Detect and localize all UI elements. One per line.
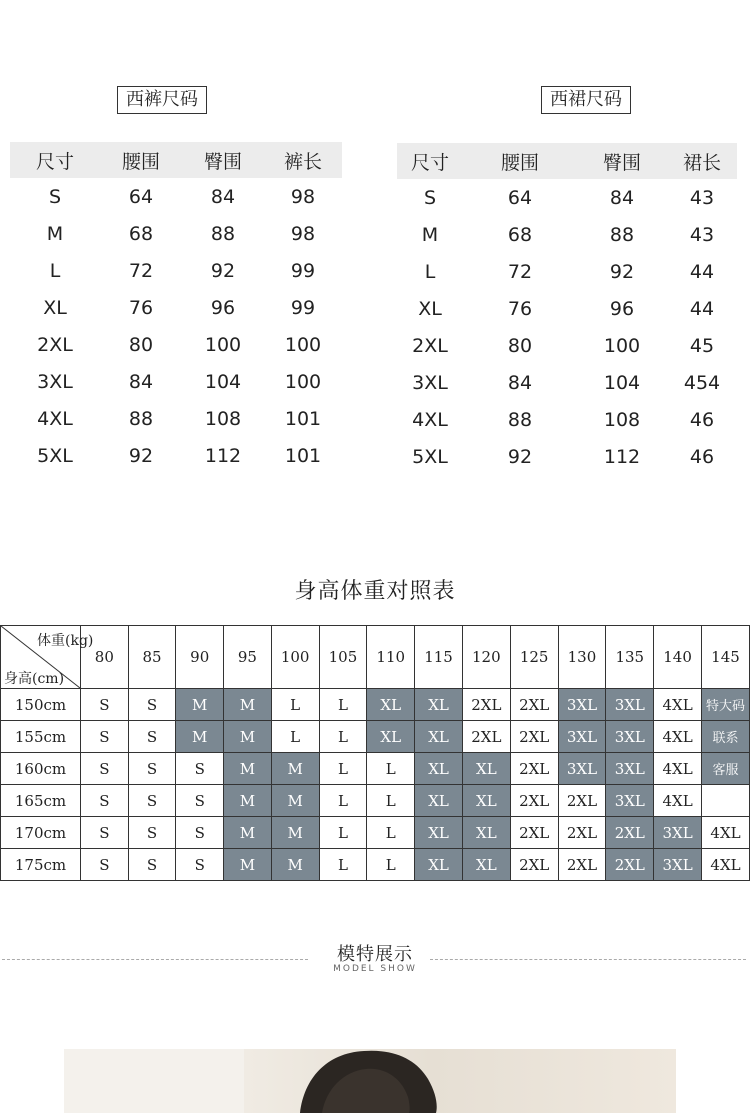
table-cell: 64: [128, 185, 154, 208]
size-cell: 4XL: [654, 689, 702, 721]
table-cell: 101: [284, 407, 322, 430]
table-cell: 76: [128, 296, 154, 319]
size-cell: M: [224, 721, 272, 753]
size-cell: L: [319, 849, 367, 881]
table-row: [397, 364, 737, 401]
table-cell: 100: [204, 333, 242, 356]
hw-corner-cell: [1, 626, 94, 689]
size-cell: M: [176, 721, 224, 753]
size-cell: 2XL: [510, 721, 558, 753]
table-cell: 104: [603, 371, 641, 394]
table-row: [10, 289, 342, 326]
table-cell: 68: [128, 222, 154, 245]
table-cell: 92: [210, 259, 236, 282]
size-cell: L: [367, 817, 415, 849]
table-cell: L: [424, 260, 436, 283]
table-row: [397, 327, 737, 364]
size-cell: S: [176, 849, 224, 881]
height-label: 身高(cm): [4, 671, 65, 687]
table-cell: 101: [284, 444, 322, 467]
size-cell: XL: [462, 785, 510, 817]
weight-header-cell: 80: [81, 626, 129, 689]
size-cell: XL: [415, 689, 463, 721]
weight-label: 体重(kg): [37, 633, 94, 649]
size-cell: M: [224, 753, 272, 785]
size-cell: 3XL: [558, 721, 606, 753]
size-cell: S: [81, 785, 129, 817]
size-cell: 4XL: [702, 817, 750, 849]
skirt-header-0: 尺寸: [397, 143, 463, 179]
table-row: [10, 326, 342, 363]
size-cell: M: [224, 817, 272, 849]
table-cell: 84: [128, 370, 154, 393]
skirt-size-title: 西裙尺码: [541, 86, 631, 114]
table-cell: 98: [290, 185, 316, 208]
size-cell: XL: [462, 817, 510, 849]
size-cell: S: [81, 753, 129, 785]
size-cell: L: [271, 689, 319, 721]
size-cell: L: [319, 785, 367, 817]
size-cell: S: [128, 689, 176, 721]
table-row: [10, 437, 342, 474]
table-cell: 84: [609, 186, 635, 209]
size-cell: L: [319, 753, 367, 785]
size-cell: L: [319, 689, 367, 721]
table-cell: 104: [204, 370, 242, 393]
table-cell: 112: [204, 444, 242, 467]
table-cell: 4XL: [412, 408, 448, 431]
table-row: [10, 400, 342, 437]
table-row: [1, 817, 750, 849]
contact-cell: 联系: [702, 721, 750, 753]
model-hair-image: [64, 1049, 676, 1113]
size-cell: 3XL: [558, 753, 606, 785]
size-cell: S: [128, 753, 176, 785]
size-cell: 2XL: [606, 849, 654, 881]
table-cell: 72: [128, 259, 154, 282]
size-cell: XL: [415, 721, 463, 753]
model-section-title: 模特展示: [337, 944, 413, 965]
size-cell: L: [367, 785, 415, 817]
table-cell: 92: [609, 260, 635, 283]
weight-header-cell: 140: [654, 626, 702, 689]
table-cell: 100: [603, 334, 641, 357]
table-cell: 80: [507, 334, 533, 357]
table-cell: L: [49, 259, 61, 282]
size-cell: M: [176, 689, 224, 721]
weight-header-cell: 105: [319, 626, 367, 689]
table-cell: 84: [210, 185, 236, 208]
table-row: [397, 216, 737, 253]
size-cell: 2XL: [462, 721, 510, 753]
table-row: [397, 401, 737, 438]
table-cell: 5XL: [37, 444, 73, 467]
size-cell: M: [271, 849, 319, 881]
size-cell: 4XL: [654, 721, 702, 753]
height-cell: 150cm: [1, 689, 81, 721]
table-cell: 2XL: [37, 333, 73, 356]
size-cell: 4XL: [654, 785, 702, 817]
pants-size-table: [10, 142, 342, 474]
table-row: [10, 363, 342, 400]
table-cell: 88: [507, 408, 533, 431]
size-cell: S: [81, 849, 129, 881]
pants-header-3: 裤长: [264, 142, 342, 178]
size-cell: M: [224, 849, 272, 881]
pants-header-0: 尺寸: [10, 142, 100, 178]
height-cell: 165cm: [1, 785, 81, 817]
size-cell: XL: [415, 849, 463, 881]
size-cell: 3XL: [606, 689, 654, 721]
size-cell: L: [367, 753, 415, 785]
pants-size-title: 西裤尺码: [117, 86, 207, 114]
table-cell: 3XL: [412, 371, 448, 394]
table-cell: 88: [128, 407, 154, 430]
table-cell: 46: [689, 445, 715, 468]
weight-header-cell: 95: [224, 626, 272, 689]
height-cell: 155cm: [1, 721, 81, 753]
table-cell: 68: [507, 223, 533, 246]
table-row: [1, 753, 750, 785]
table-row: [1, 689, 750, 721]
size-cell: M: [271, 817, 319, 849]
table-cell: 88: [609, 223, 635, 246]
table-cell: S: [423, 186, 437, 209]
size-cell: L: [271, 721, 319, 753]
table-cell: 4XL: [37, 407, 73, 430]
weight-header-cell: 110: [367, 626, 415, 689]
size-cell: 3XL: [558, 689, 606, 721]
contact-cell: 特大码: [702, 689, 750, 721]
table-cell: 108: [603, 408, 641, 431]
table-row: [1, 849, 750, 881]
table-cell: 100: [284, 333, 322, 356]
size-cell: 3XL: [606, 753, 654, 785]
table-row: [10, 252, 342, 289]
weight-header-cell: 90: [176, 626, 224, 689]
size-cell: 3XL: [606, 721, 654, 753]
table-cell: 112: [603, 445, 641, 468]
table-cell: 76: [507, 297, 533, 320]
table-row: [397, 438, 737, 475]
size-cell: M: [224, 785, 272, 817]
height-cell: 170cm: [1, 817, 81, 849]
table-cell: 44: [689, 297, 715, 320]
size-cell: S: [176, 785, 224, 817]
size-cell: 3XL: [654, 849, 702, 881]
table-cell: 96: [210, 296, 236, 319]
size-cell: XL: [462, 753, 510, 785]
table-cell: 99: [290, 296, 316, 319]
table-cell: 108: [204, 407, 242, 430]
size-cell: 2XL: [606, 817, 654, 849]
size-cell: M: [271, 785, 319, 817]
size-cell: XL: [367, 689, 415, 721]
table-row: [397, 179, 737, 216]
table-cell: 92: [507, 445, 533, 468]
size-cell: S: [176, 817, 224, 849]
weight-header-cell: 145: [702, 626, 750, 689]
size-cell: 4XL: [702, 849, 750, 881]
size-cell: M: [271, 753, 319, 785]
table-cell: 99: [290, 259, 316, 282]
table-cell: S: [48, 185, 62, 208]
size-cell: S: [81, 721, 129, 753]
size-cell: XL: [367, 721, 415, 753]
table-cell: 92: [128, 444, 154, 467]
size-cell: 2XL: [510, 753, 558, 785]
table-row: [397, 253, 737, 290]
height-cell: 160cm: [1, 753, 81, 785]
weight-header-cell: 115: [415, 626, 463, 689]
height-cell: 175cm: [1, 849, 81, 881]
table-cell: 96: [609, 297, 635, 320]
size-cell: S: [128, 817, 176, 849]
table-row: [10, 178, 342, 215]
skirt-header-3: 裙长: [667, 143, 737, 179]
weight-header-cell: 85: [128, 626, 176, 689]
table-cell: 2XL: [412, 334, 448, 357]
weight-header-cell: 135: [606, 626, 654, 689]
table-cell: XL: [418, 297, 442, 320]
weight-header-cell: 130: [558, 626, 606, 689]
table-cell: M: [421, 223, 439, 246]
size-cell: S: [128, 785, 176, 817]
table-cell: 43: [689, 223, 715, 246]
pants-header-1: 腰围: [100, 142, 182, 178]
table-row: [1, 721, 750, 753]
table-cell: 84: [507, 371, 533, 394]
skirt-header-2: 臀围: [577, 143, 667, 179]
size-cell: 2XL: [558, 785, 606, 817]
pants-header-2: 臀围: [182, 142, 264, 178]
table-cell: 98: [290, 222, 316, 245]
size-cell: 2XL: [558, 849, 606, 881]
model-photo: [64, 1049, 676, 1113]
size-cell: XL: [415, 785, 463, 817]
skirt-size-table: [397, 143, 737, 475]
table-row: [10, 215, 342, 252]
table-cell: 43: [689, 186, 715, 209]
table-cell: 46: [689, 408, 715, 431]
size-cell: 2XL: [510, 849, 558, 881]
size-cell: L: [367, 849, 415, 881]
table-cell: XL: [43, 296, 67, 319]
size-cell: S: [128, 849, 176, 881]
size-cell: 2XL: [462, 689, 510, 721]
table-cell: 88: [210, 222, 236, 245]
table-cell: 45: [689, 334, 715, 357]
table-cell: 5XL: [412, 445, 448, 468]
table-cell: M: [46, 222, 64, 245]
size-cell: 3XL: [654, 817, 702, 849]
size-cell: S: [81, 817, 129, 849]
table-cell: 100: [284, 370, 322, 393]
weight-header-cell: 125: [510, 626, 558, 689]
size-cell: S: [81, 689, 129, 721]
weight-header-cell: 100: [271, 626, 319, 689]
size-cell: 2XL: [510, 785, 558, 817]
size-cell: [702, 785, 750, 817]
size-cell: 2XL: [558, 817, 606, 849]
hw-chart-title: 身高体重对照表: [294, 579, 456, 604]
size-cell: L: [319, 817, 367, 849]
size-cell: 4XL: [654, 753, 702, 785]
skirt-header-1: 腰围: [463, 143, 577, 179]
size-cell: M: [224, 689, 272, 721]
table-cell: 44: [689, 260, 715, 283]
height-weight-table: [0, 625, 750, 881]
table-cell: 72: [507, 260, 533, 283]
size-cell: 3XL: [606, 785, 654, 817]
size-cell: XL: [462, 849, 510, 881]
table-cell: 64: [507, 186, 533, 209]
table-cell: 3XL: [37, 370, 73, 393]
size-cell: L: [319, 721, 367, 753]
size-cell: 2XL: [510, 689, 558, 721]
table-cell: 80: [128, 333, 154, 356]
table-row: [1, 785, 750, 817]
table-cell: 454: [683, 371, 721, 394]
size-cell: S: [128, 721, 176, 753]
size-cell: XL: [415, 817, 463, 849]
size-cell: XL: [415, 753, 463, 785]
table-row: [397, 290, 737, 327]
weight-header-cell: 120: [462, 626, 510, 689]
size-cell: S: [176, 753, 224, 785]
size-cell: 2XL: [510, 817, 558, 849]
contact-cell: 客服: [702, 753, 750, 785]
model-section-subtitle: MODEL SHOW: [333, 964, 417, 974]
